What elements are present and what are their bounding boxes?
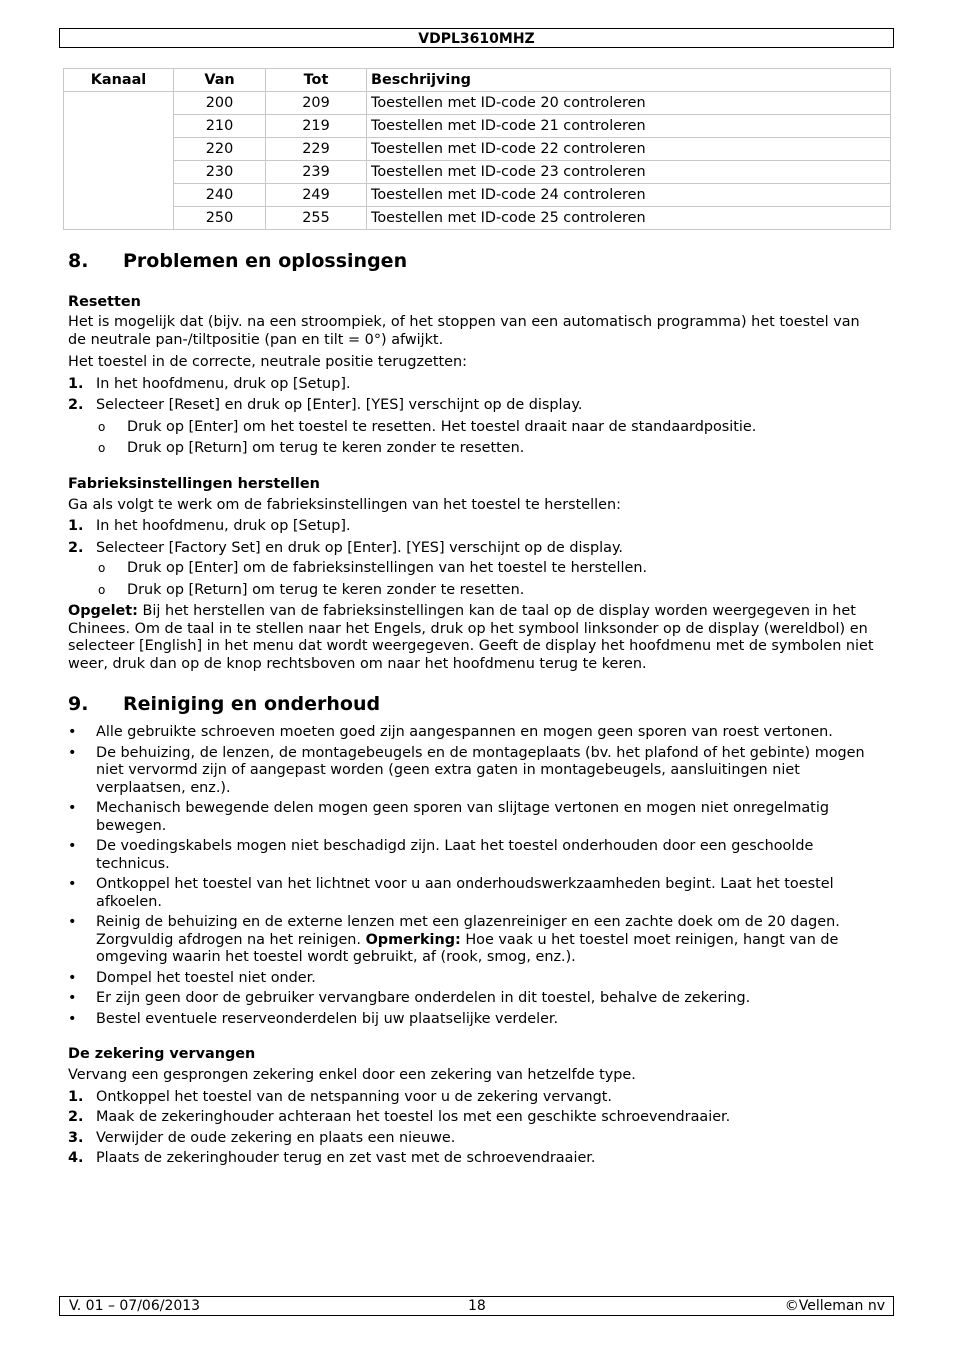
circle-bullet-icon: o: [98, 582, 106, 597]
table-row: [64, 138, 891, 161]
table-row: [64, 92, 891, 115]
section-heading-9: [68, 693, 882, 715]
sub-list-item: [68, 440, 882, 458]
step-number: 4.: [68, 1150, 84, 1166]
step-number: 1.: [68, 518, 84, 534]
bullet-icon: •: [68, 914, 77, 930]
bullet-item: [68, 838, 882, 873]
list-item: [68, 1089, 882, 1107]
table-row: [64, 161, 891, 184]
column-header: Kanaal: [64, 69, 174, 92]
sub-item-text: Druk op [Enter] om de fabrieksinstellingen van het toestel te herstellen.: [127, 560, 648, 576]
table-cell: 255: [266, 207, 367, 230]
bullet-text: Dompel het toestel niet onder.: [96, 969, 316, 986]
paragraph: Het is mogelijk dat (bijv. na een stroompiek, of het stoppen van een automatisch programma) het toestel van de neutrale pan-/tiltpositie (pan en tilt = 0°) afwijkt.: [68, 314, 860, 348]
circle-bullet-icon: o: [98, 561, 106, 575]
table-cell: 240: [174, 184, 266, 207]
bullet-icon: •: [68, 800, 77, 816]
bullet-icon: •: [68, 969, 77, 986]
step-number: 2.: [68, 539, 84, 556]
subheading-fuse: De zekering vervangen: [68, 1046, 256, 1062]
column-header: Tot: [266, 69, 367, 92]
sub-list-item: [68, 560, 882, 578]
bullet-text: Er zijn geen door de gebruiker vervangbare onderdelen in dit toestel, behalve de zekering.: [96, 990, 751, 1006]
bullet-item: [68, 914, 882, 967]
sub-list-item: [68, 419, 882, 437]
bullet-text-part: Hoe vaak u het toestel moet reinigen, hangt van de omgeving waarin het toestel wordt gebruikt, af (rook, smog, enz.).: [96, 931, 839, 965]
step-number: 1.: [68, 1088, 84, 1105]
note-text: Bij het herstellen van de fabrieksinstellingen kan de taal op de display worden weergegeven in het Chinees. Om de taal in te stellen naar het Engels, druk op het symbool linksonder op de display (wereldbol) en selecteer [English] in het menu dat wordt weergegeven. Geeft de display het hoofdmenu met de symbolen niet weer, druk dan op de knop rechtsboven om naar het hoofdmenu terug te keren.: [68, 603, 874, 672]
table-cell: Toestellen met ID-code 20 controleren: [367, 92, 891, 115]
table-cell: 220: [174, 138, 266, 161]
table-cell: 200: [174, 92, 266, 115]
main-content: [68, 250, 882, 1168]
table-cell: 239: [266, 161, 367, 184]
bullet-text: Alle gebruikte schroeven moeten goed zijn aangespannen en mogen geen sporen van roest vertonen.: [96, 724, 833, 740]
step-text: Ontkoppel het toestel van de netspanning voor u de zekering vervangt.: [96, 1088, 612, 1105]
step-number: 2.: [68, 397, 84, 413]
table-cell: Toestellen met ID-code 23 controleren: [367, 161, 891, 184]
bullet-item: [68, 745, 882, 798]
table-cell: 229: [266, 138, 367, 161]
step-text: Maak de zekeringhouder achteraan het toestel los met een geschikte schroevendraaier.: [96, 1109, 731, 1125]
table-cell: Toestellen met ID-code 24 controleren: [367, 184, 891, 207]
bullet-item: [68, 970, 882, 988]
table-cell: Toestellen met ID-code 22 controleren: [367, 138, 891, 161]
remark-label: Opmerking:: [365, 931, 461, 948]
step-number: 1.: [68, 375, 84, 392]
page-footer: [59, 1296, 894, 1316]
step-text: Verwijder de oude zekering en plaats een nieuwe.: [96, 1129, 456, 1146]
bullet-icon: •: [68, 724, 77, 740]
table-cell: 209: [266, 92, 367, 115]
sub-item-text: Druk op [Return] om terug te keren zonder te resetten.: [127, 440, 525, 456]
subheading-reset: Resetten: [68, 294, 141, 310]
bullet-item: [68, 1011, 882, 1029]
table-row: [64, 207, 891, 230]
model-number: VDPL3610MHZ: [418, 31, 535, 47]
circle-bullet-icon: o: [98, 419, 106, 434]
table-cell: Toestellen met ID-code 25 controleren: [367, 207, 891, 230]
section-number: 8.: [68, 250, 89, 272]
bullet-text: De voedingskabels mogen niet beschadigd zijn. Laat het toestel onderhouden door een geschoolde technicus.: [96, 838, 814, 872]
table-cell: 210: [174, 115, 266, 138]
circle-bullet-icon: o: [98, 441, 106, 455]
sub-item-text: Druk op [Return] om terug te keren zonder te resetten.: [127, 581, 525, 598]
table-cell: 250: [174, 207, 266, 230]
note-paragraph: [68, 603, 882, 673]
bullet-text: Mechanisch bewegende delen mogen geen sporen van slijtage vertonen en mogen niet onregelmatig bewegen.: [96, 800, 829, 834]
page-header: [59, 28, 894, 48]
step-text: In het hoofdmenu, druk op [Setup].: [96, 518, 351, 534]
version-date: V. 01 – 07/06/2013: [69, 1298, 201, 1314]
paragraph: Vervang een gesprongen zekering enkel door een zekering van hetzelfde type.: [68, 1067, 636, 1083]
list-item: [68, 376, 882, 394]
step-number: 2.: [68, 1109, 84, 1125]
step-text: Selecteer [Reset] en druk op [Enter]. [YES] verschijnt op de display.: [96, 397, 583, 413]
bullet-icon: •: [68, 744, 77, 761]
sub-list-item: [68, 582, 882, 600]
paragraph: Het toestel in de correcte, neutrale positie terugzetten:: [68, 354, 467, 370]
list-item: [68, 1109, 882, 1127]
table-row: [64, 115, 891, 138]
bullet-text: [96, 914, 882, 967]
list-item: [68, 1130, 882, 1148]
paragraph: Ga als volgt te werk om de fabrieksinstellingen van het toestel te herstellen:: [68, 496, 621, 513]
copyright: ©Velleman nv: [784, 1298, 885, 1314]
section-number: 9.: [68, 693, 89, 715]
list-item: [68, 1150, 882, 1168]
bullet-text-part: Reinig de behuizing en de externe lenzen met een glazenreiniger en een zachte doek om de 20 dagen. Zorgvuldig afdrogen na het reinigen.: [96, 914, 840, 948]
channel-table: [63, 68, 891, 230]
list-item: [68, 540, 882, 558]
bullet-text: Ontkoppel het toestel van het lichtnet voor u aan onderhoudswerkzaamheden begint. Laat het toestel afkoelen.: [96, 876, 834, 910]
list-item: [68, 397, 882, 415]
bullet-icon: •: [68, 990, 77, 1006]
bullet-icon: •: [68, 876, 77, 892]
column-header: Van: [174, 69, 266, 92]
step-text: Plaats de zekeringhouder terug en zet vast met de schroevendraaier.: [96, 1150, 596, 1166]
bullet-icon: •: [68, 838, 77, 854]
section-title: Reiniging en onderhoud: [123, 693, 381, 715]
table-cell: 219: [266, 115, 367, 138]
table-cell: Toestellen met ID-code 21 controleren: [367, 115, 891, 138]
step-text: In het hoofdmenu, druk op [Setup].: [96, 375, 351, 392]
table-cell: [64, 92, 174, 230]
bullet-item: [68, 724, 882, 742]
table-cell: 249: [266, 184, 367, 207]
bullet-item: [68, 876, 882, 911]
table-header-row: [64, 69, 891, 92]
list-item: [68, 518, 882, 536]
step-number: 3.: [68, 1129, 84, 1146]
sub-item-text: Druk op [Enter] om het toestel te resetten. Het toestel draait naar de standaardpositie.: [127, 418, 757, 435]
column-header: Beschrijving: [367, 69, 891, 92]
table-row: [64, 184, 891, 207]
page-number: 18: [468, 1298, 486, 1314]
subheading-factory-reset: Fabrieksinstellingen herstellen: [68, 475, 320, 492]
table-cell: 230: [174, 161, 266, 184]
bullet-text: Bestel eventuele reserveonderdelen bij uw plaatselijke verdeler.: [96, 1010, 559, 1027]
section-heading-8: [68, 250, 882, 272]
section-title: Problemen en oplossingen: [123, 250, 408, 272]
bullet-item: [68, 990, 882, 1008]
bullet-item: [68, 800, 882, 835]
step-text: Selecteer [Factory Set] en druk op [Enter]. [YES] verschijnt op de display.: [96, 539, 623, 556]
bullet-icon: •: [68, 1010, 77, 1027]
bullet-text: De behuizing, de lenzen, de montagebeugels en de montageplaats (bv. het plafond of het gebinte) mogen niet vervormd zijn of aangepast worden (geen extra gaten in montagebeugels, aansluitingen niet verplaatsen, enz.).: [96, 744, 865, 796]
note-label: Opgelet:: [68, 603, 138, 619]
